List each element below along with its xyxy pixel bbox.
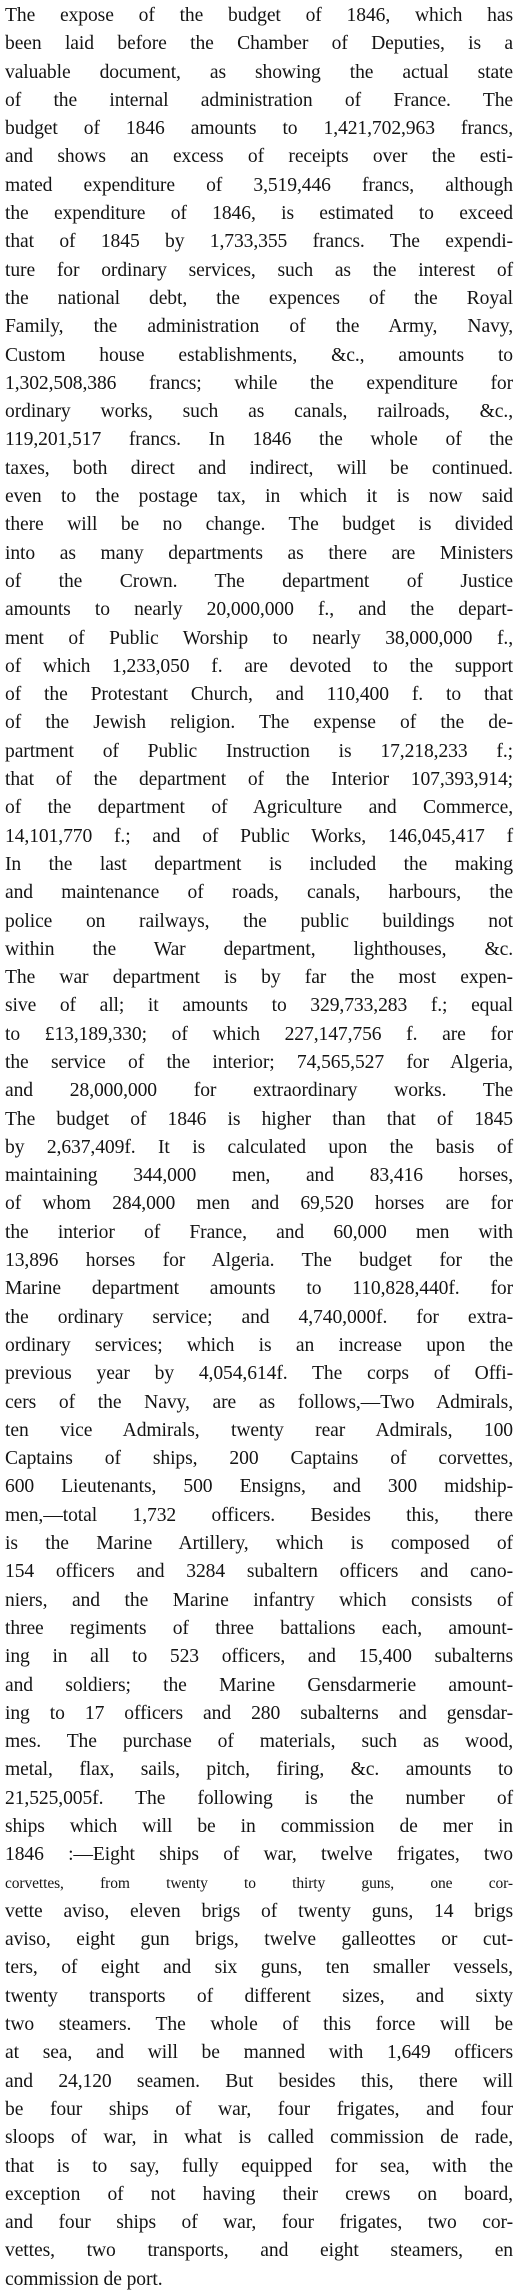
text-line: The war department is by far the most expen-: [5, 967, 513, 989]
text-line: twenty transports of different sizes, and sixty: [5, 1985, 513, 2007]
text-line: mated expenditure of 3,519,446 francs, although: [5, 174, 513, 196]
text-line: previous year by 4,054,614f. The corps of Offi-: [5, 1363, 513, 1385]
text-line: maintaining 344,000 men, and 83,416 horses,: [5, 1165, 513, 1187]
text-line: mes. The purchase of materials, such as wood,: [5, 1731, 513, 1753]
text-line: ing in all to 523 officers, and 15,400 subalterns: [5, 1646, 513, 1668]
text-line: aviso, eight gun brigs, twelve galleottes or cut-: [5, 1929, 513, 1951]
text-line: budget of 1846 amounts to 1,421,702,963 francs,: [5, 118, 513, 140]
text-line: ships which will be in commission de mer in: [5, 1816, 513, 1837]
text-line: sive of all; it amounts to 329,733,283 f.; equal: [5, 995, 513, 1017]
text-line: of the Protestant Church, and 110,400 f. to that: [5, 684, 513, 706]
text-line: 119,201,517 francs. In 1846 the whole of the: [5, 429, 513, 451]
text-line: Custom house establishments, &c., amounts to: [5, 344, 513, 366]
text-line: and four ships of war, four frigates, two cor-: [5, 2212, 513, 2234]
text-line: police on railways, the public buildings not: [5, 910, 513, 932]
text-line: 154 officers and 3284 subaltern officers and cano-: [5, 1561, 513, 1583]
text-line: 14,101,770 f.; and of Public Works, 146,045,417 f: [5, 825, 513, 847]
text-line: by 2,637,409f. It is calculated upon the basis of: [5, 1136, 513, 1158]
text-line: vette aviso, eleven brigs of twenty guns, 14 brigs: [5, 1900, 513, 1922]
text-line: ten vice Admirals, twenty rear Admirals, 100: [5, 1419, 513, 1441]
text-line: two steamers. The whole of this force will be: [5, 2014, 513, 2036]
text-line: 600 Lieutenants, 500 Ensigns, and 300 midship-: [5, 1476, 513, 1498]
text-line: and 24,120 seamen. But besides this, there will: [5, 2070, 513, 2092]
text-line: of whom 284,000 men and 69,520 horses are for: [5, 1193, 513, 1215]
text-line: valuable document, as showing the actual state: [5, 61, 513, 83]
text-line: that of 1845 by 1,733,355 francs. The expendi-: [5, 231, 513, 253]
text-line: amounts to nearly 20,000,000 f., and the depart-: [5, 599, 513, 621]
text-line: the expenditure of 1846, is estimated to exceed: [5, 203, 513, 225]
text-line: The budget of 1846 is higher than that of 1845: [5, 1108, 513, 1130]
text-line: commission de port.: [5, 2268, 163, 2290]
text-line: sloops of war, in what is called commission de rade,: [5, 2127, 513, 2149]
text-line: even to the postage tax, in which it is now said: [5, 486, 513, 508]
text-line: metal, flax, sails, pitch, firing, &c. amounts to: [5, 1759, 513, 1781]
text-line: Captains of ships, 200 Captains of corvettes,: [5, 1448, 513, 1470]
text-line: ture for ordinary services, such as the interest of: [5, 259, 513, 281]
text-line: The expose of the budget of 1846, which has: [5, 5, 513, 26]
text-line: Marine department amounts to 110,828,440f. for: [5, 1278, 513, 1300]
text-line: niers, and the Marine infantry which consists of: [5, 1589, 513, 1611]
text-line: taxes, both direct and indirect, will be continued.: [5, 457, 513, 479]
text-line: partment of Public Instruction is 17,218,233 f.;: [5, 740, 513, 762]
text-line: and soldiers; the Marine Gensdarmerie amount-: [5, 1674, 513, 1696]
text-line: of the Crown. The department of Justice: [5, 570, 513, 592]
text-line: is the Marine Artillery, which is composed of: [5, 1533, 513, 1555]
text-line: of the department of Agriculture and Commerce,: [5, 797, 513, 819]
text-line: the interior of France, and 60,000 men with: [5, 1221, 513, 1243]
text-line: Family, the administration of the Army, Navy,: [5, 316, 513, 338]
text-line: at sea, and will be manned with 1,649 officers: [5, 2042, 513, 2064]
text-line: ment of Public Worship to nearly 38,000,000 f.,: [5, 627, 513, 649]
text-line: there will be no change. The budget is divided: [5, 514, 513, 536]
text-line: into as many departments as there are Ministers: [5, 542, 513, 564]
text-line: within the War department, lighthouses, &c.: [5, 938, 513, 960]
text-line: corvettes, from twenty to thirty guns, one cor-: [5, 1874, 513, 1892]
text-line: and shows an excess of receipts over the esti-: [5, 146, 513, 168]
text-line: that is to say, fully equipped for sea, with the: [5, 2155, 513, 2177]
text-line: and maintenance of roads, canals, harbours, the: [5, 882, 513, 904]
text-line: three regiments of three battalions each, amount-: [5, 1617, 513, 1639]
text-line: cers of the Navy, are as follows,—Two Admirals,: [5, 1391, 513, 1413]
text-line: exception of not having their crews on board,: [5, 2183, 513, 2205]
text-line: the national debt, the expences of the Royal: [5, 287, 513, 309]
text-line: men,—total 1,732 officers. Besides this, there: [5, 1504, 513, 1526]
text-line: In the last department is included the making: [5, 853, 513, 875]
text-line: and 28,000,000 for extraordinary works. The: [5, 1080, 513, 1102]
text-line: ters, of eight and six guns, ten smaller vessels,: [5, 1957, 513, 1979]
text-line: vettes, two transports, and eight steamers, en: [5, 2240, 513, 2262]
text-line: that of the department of the Interior 107,393,914;: [5, 769, 513, 791]
text-line: to £13,189,330; of which 227,147,756 f. are for: [5, 1023, 513, 1045]
text-line: of the internal administration of France. The: [5, 89, 513, 111]
text-line: ordinary works, such as canals, railroads, &c.,: [5, 401, 513, 423]
text-line: the ordinary service; and 4,740,000f. for extra-: [5, 1306, 513, 1328]
text-line: ing to 17 officers and 280 subalterns and gensdar-: [5, 1702, 513, 1724]
text-line: of the Jewish religion. The expense of the de-: [5, 712, 513, 734]
text-line: 21,525,005f. The following is the number of: [5, 1787, 513, 1809]
text-line: 13,896 horses for Algeria. The budget for the: [5, 1250, 513, 1272]
article-column: [5, 2, 513, 2294]
text-line: ordinary services; which is an increase upon the: [5, 1334, 513, 1356]
text-line: be four ships of war, four frigates, and four: [5, 2098, 513, 2120]
text-line: been laid before the Chamber of Deputies, is a: [5, 33, 513, 55]
text-line: 1846 :—Eight ships of war, twelve frigates, two: [5, 1844, 513, 1866]
text-line: 1,302,508,386 francs; while the expenditure for: [5, 372, 513, 394]
text-line: of which 1,233,050 f. are devoted to the support: [5, 655, 513, 677]
text-line: the service of the interior; 74,565,527 for Algeria,: [5, 1051, 513, 1073]
